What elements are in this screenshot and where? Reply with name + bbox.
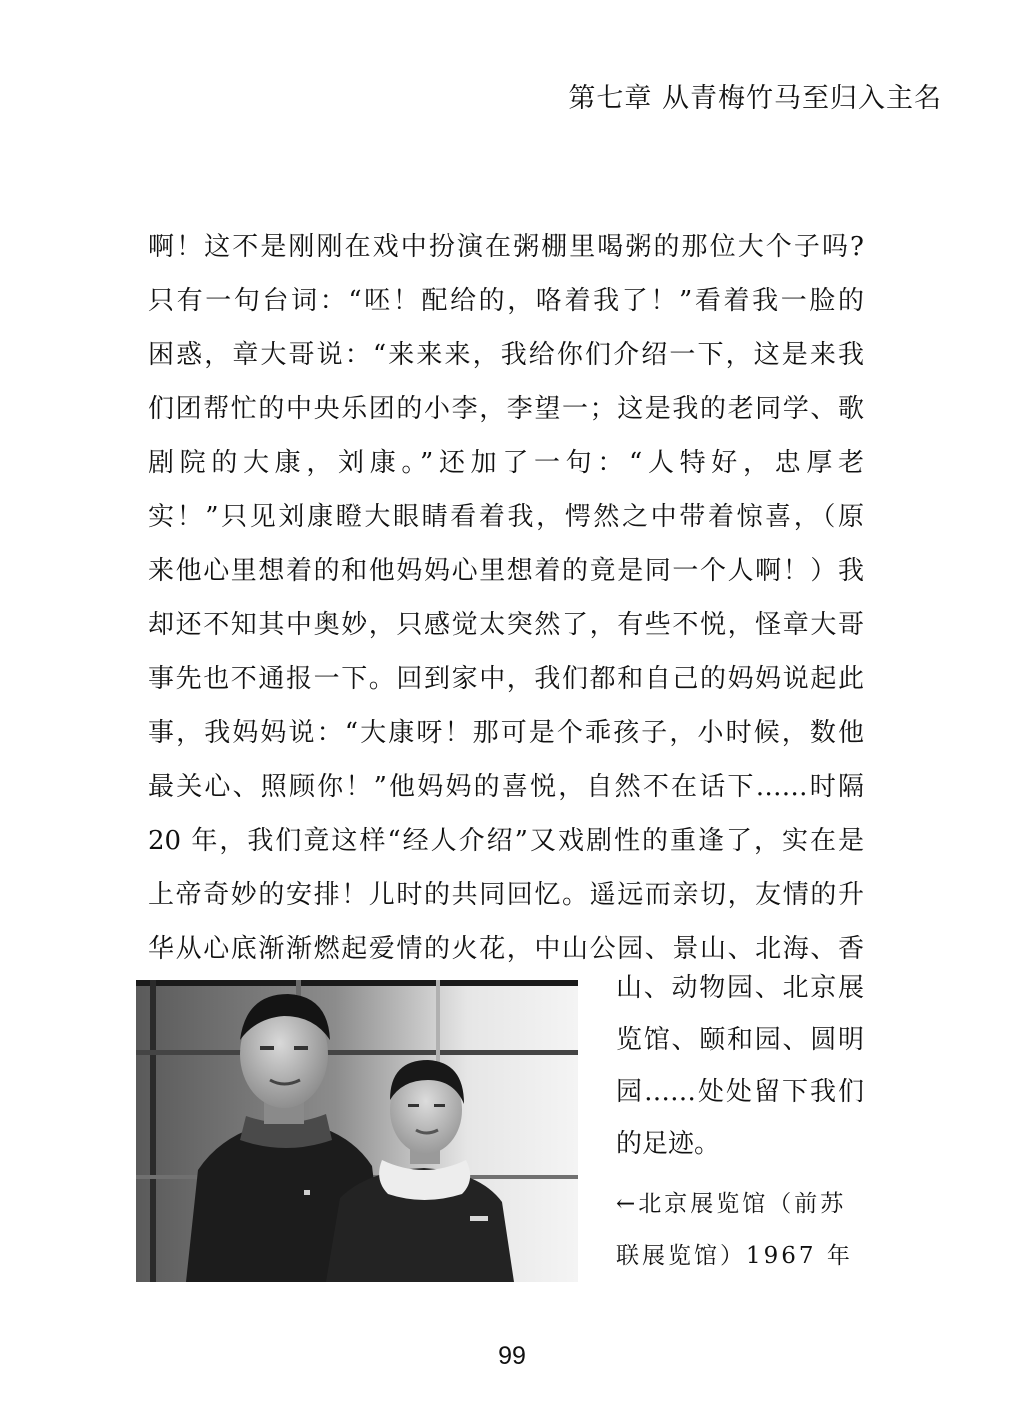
text-line: 上帝奇妙的安排！儿时的共同回忆。遥远而亲切，友情的升 bbox=[148, 880, 864, 910]
photo-caption bbox=[616, 1178, 864, 1282]
body-text bbox=[148, 220, 864, 976]
text-line: 剧院的大康，刘康。”还加了一句：“人特好，忠厚老 bbox=[148, 448, 864, 478]
text-line: 的足迹。 bbox=[616, 1129, 721, 1159]
text-line: 园……处处留下我们 bbox=[616, 1077, 864, 1107]
caption-line: ←北京展览馆（前苏 bbox=[616, 1191, 847, 1217]
text-line: 事，我妈妈说：“大康呀！那可是个乖孩子，小时候，数他 bbox=[148, 718, 864, 748]
caption-line: 联展览馆）1967 年 bbox=[616, 1243, 853, 1269]
text-line: 却还不知其中奥妙，只感觉太突然了，有些不悦，怪章大哥 bbox=[148, 610, 864, 640]
text-line: 览馆、颐和园、圆明 bbox=[616, 1025, 864, 1055]
text-line: 来他心里想着的和他妈妈心里想着的竟是同一个人啊！）我 bbox=[148, 556, 864, 586]
text-line: 华从心底渐渐燃起爱情的火花，中山公园、景山、北海、香 bbox=[148, 934, 864, 964]
text-line: 最关心、照顾你！”他妈妈的喜悦，自然不在话下……时隔 bbox=[148, 772, 864, 802]
text-line: 事先也不通报一下。回到家中，我们都和自己的妈妈说起此 bbox=[148, 664, 864, 694]
text-line: 只有一句台词：“呸！配给的，咯着我了！”看着我一脸的 bbox=[148, 286, 864, 316]
text-line: 20 年，我们竟这样“经人介绍”又戏剧性的重逢了，实在是 bbox=[148, 826, 864, 856]
running-header: 第七章 从青梅竹马至归入主名 bbox=[568, 83, 942, 114]
page-number: 99 bbox=[498, 1342, 526, 1370]
text-line: 们团帮忙的中央乐团的小李，李望一；这是我的老同学、歌 bbox=[148, 394, 864, 424]
text-line: 啊！这不是刚刚在戏中扮演在粥棚里喝粥的那位大个子吗? bbox=[148, 232, 864, 262]
text-line: 困惑，章大哥说：“来来来，我给你们介绍一下，这是来我 bbox=[148, 340, 864, 370]
text-line: 山、动物园、北京展 bbox=[616, 973, 864, 1003]
text-line: 实！”只见刘康瞪大眼睛看着我，愕然之中带着惊喜，（原 bbox=[148, 502, 864, 532]
side-text bbox=[616, 962, 864, 1170]
couple-photo bbox=[136, 980, 578, 1282]
